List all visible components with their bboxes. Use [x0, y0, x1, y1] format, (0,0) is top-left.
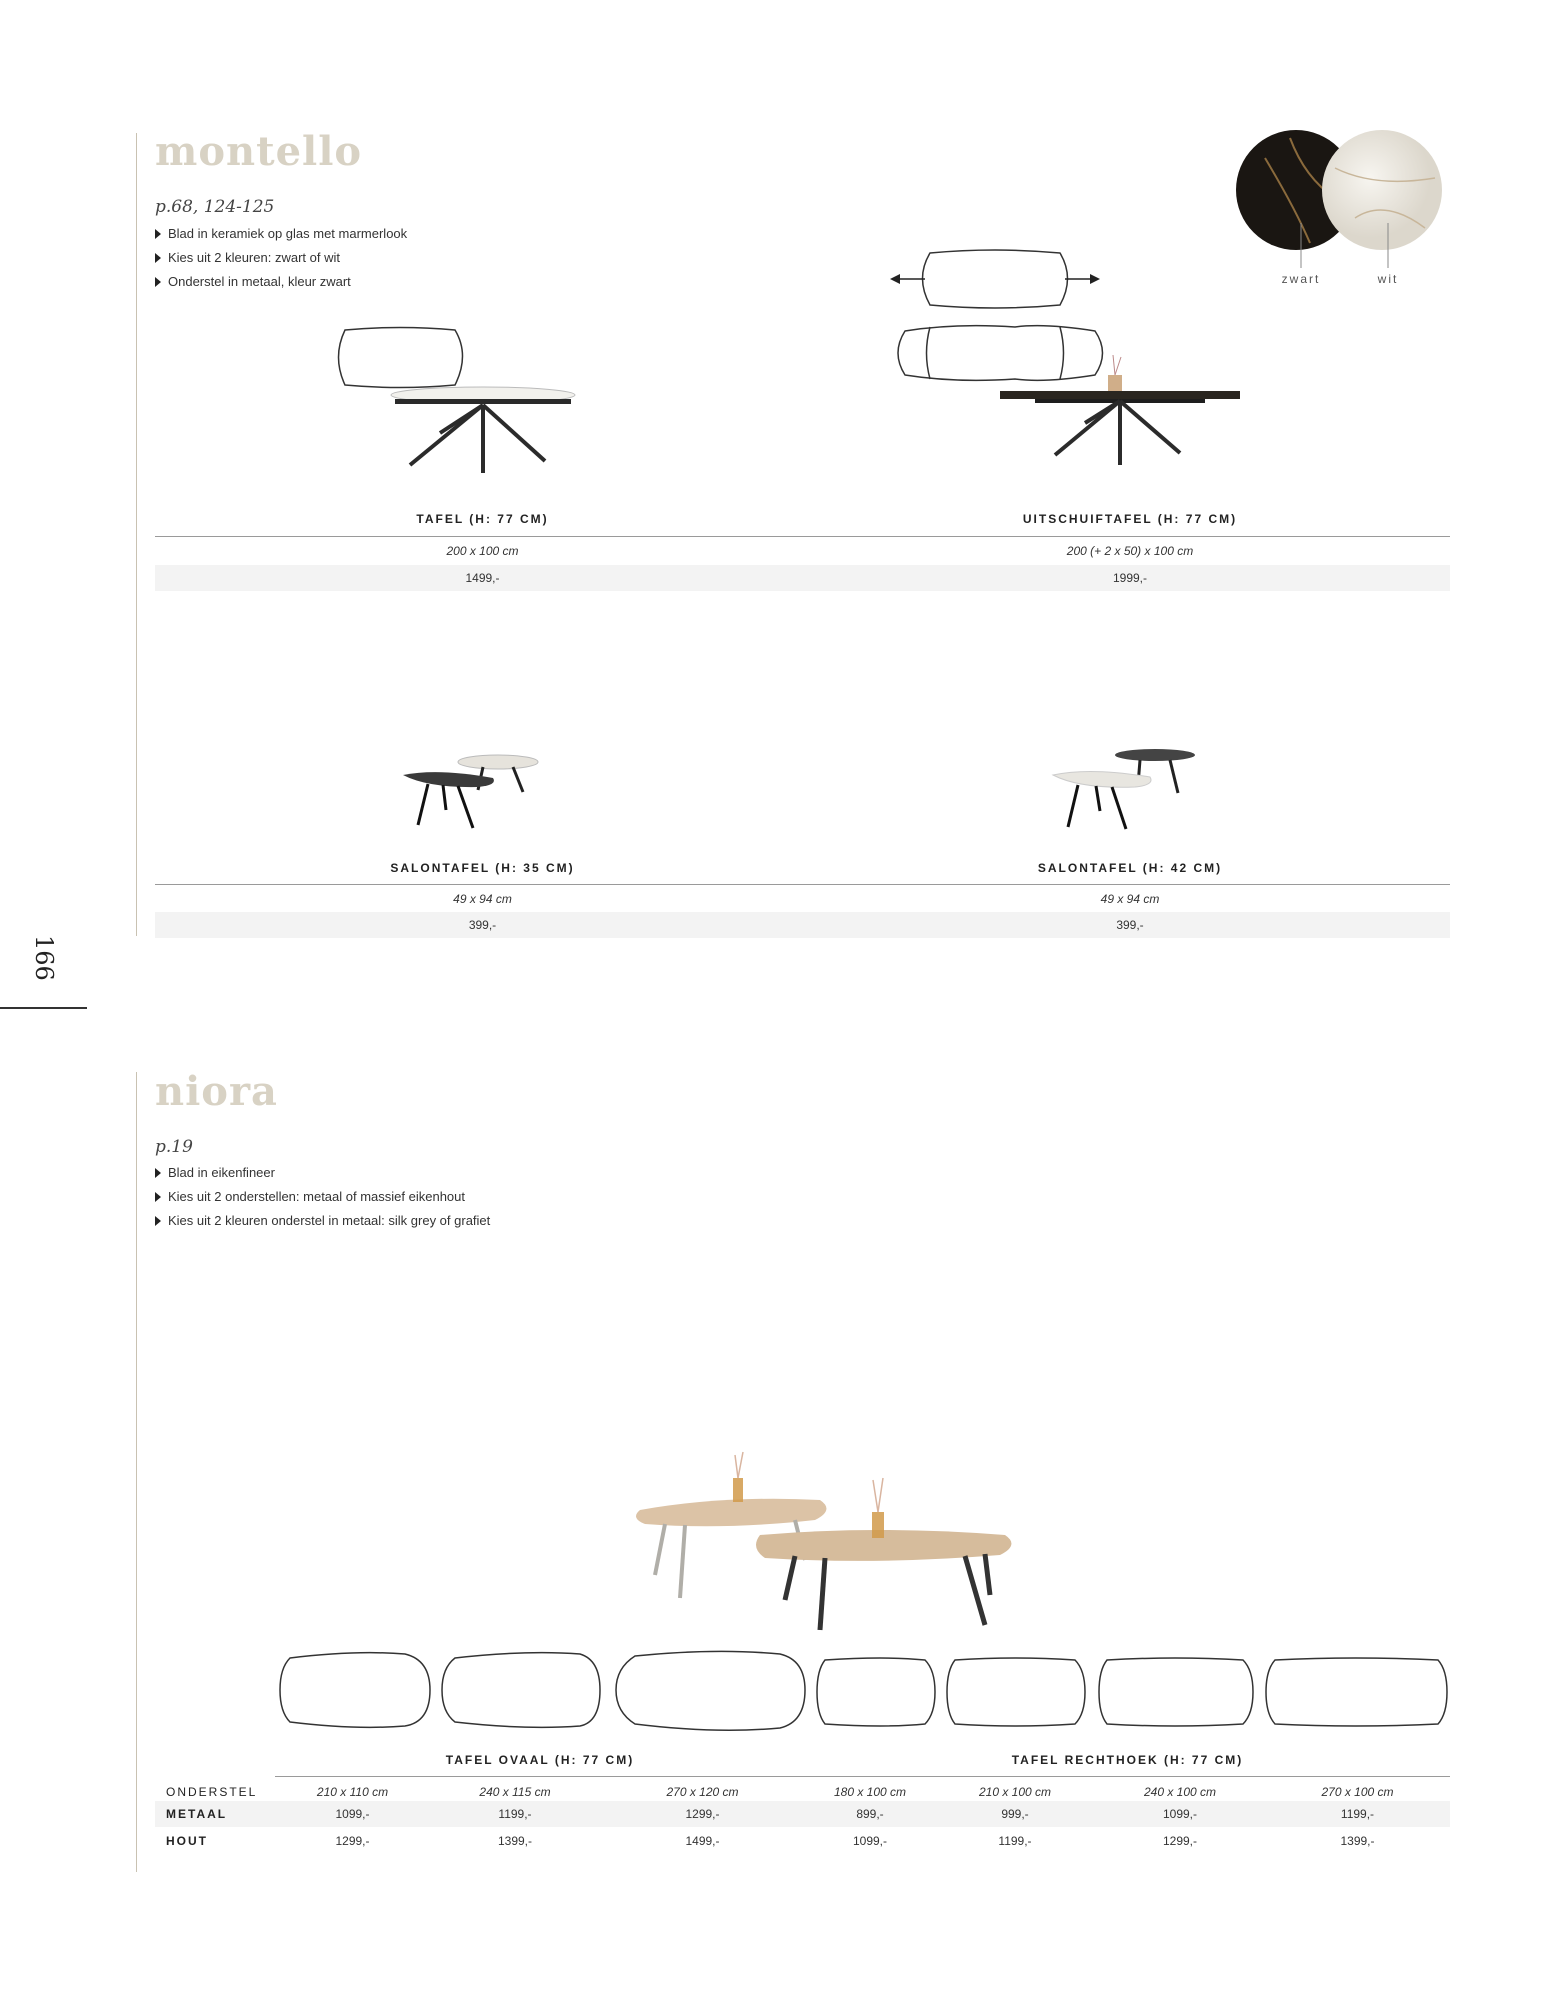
metal-price-cell: 899,- — [856, 1807, 884, 1821]
salontafel-42-size: 49 x 94 cm — [1100, 892, 1160, 906]
niora-tables-illustration — [635, 1450, 1025, 1635]
size-cell: 270 x 100 cm — [1321, 1785, 1394, 1799]
size-cell: 240 x 115 cm — [479, 1785, 551, 1799]
feature-item: Kies uit 2 onderstellen: metaal of massief eikenhout — [155, 1185, 490, 1209]
metal-price-cell: 1099,- — [335, 1807, 370, 1821]
row-label-onderstel: ONDERSTEL — [166, 1785, 258, 1799]
salontafel-35-heading: SALONTAFEL (H: 35 CM) — [390, 861, 575, 875]
bullet-icon — [155, 277, 161, 287]
feature-item: Kies uit 2 kleuren onderstel in metaal: silk grey of grafiet — [155, 1209, 490, 1233]
metal-price-cell: 1299,- — [685, 1807, 720, 1821]
uitschuiftafel-price: 1999,- — [1112, 571, 1148, 585]
feature-item: Blad in keramiek op glas met marmerlook — [155, 222, 407, 246]
salontafel-42-heading: SALONTAFEL (H: 42 CM) — [1037, 861, 1223, 875]
tafel-rechthoek-heading: TAFEL RECHTHOEK (H: 77 CM) — [1011, 1753, 1244, 1767]
niora-shape-outlines — [275, 1650, 1460, 1740]
bullet-icon — [155, 1192, 161, 1202]
size-cell: 210 x 100 cm — [978, 1785, 1052, 1799]
row-label-hout: HOUT — [166, 1834, 208, 1848]
swatch-label-wit: wit — [1377, 272, 1399, 286]
niora-guide-line — [136, 1072, 137, 1872]
bullet-icon — [155, 1168, 161, 1178]
niora-title: niora — [155, 1068, 278, 1115]
tafel-illustration — [335, 325, 595, 485]
metal-price-cell: 1099,- — [1162, 1807, 1198, 1821]
size-cell: 180 x 100 cm — [833, 1785, 907, 1799]
metal-price-cell: 1199,- — [498, 1807, 532, 1821]
niora-features — [155, 1161, 490, 1233]
page-number: 166 — [30, 935, 58, 981]
row-label-metaal: METAAL — [166, 1807, 228, 1821]
tafel-heading: TAFEL (H: 77 CM) — [416, 512, 549, 526]
montello-title: montello — [155, 128, 363, 175]
tafel-size: 200 x 100 cm — [446, 544, 519, 558]
montello-page-ref: p.68, 124-125 — [155, 197, 275, 217]
tafel-ovaal-heading: TAFEL OVAAL (H: 77 CM) — [445, 1753, 635, 1767]
size-cell: 210 x 110 cm — [316, 1785, 389, 1799]
montello-guide-line — [136, 133, 137, 936]
size-cell: 270 x 120 cm — [666, 1785, 739, 1799]
feature-item: Onderstel in metaal, kleur zwart — [155, 270, 407, 294]
size-cell: 240 x 100 cm — [1143, 1785, 1217, 1799]
wood-price-cell: 1099,- — [852, 1834, 888, 1848]
wood-price-cell: 1199,- — [998, 1834, 1032, 1848]
wood-price-cell: 1299,- — [1162, 1834, 1198, 1848]
salontafel-35-size: 49 x 94 cm — [453, 892, 512, 906]
metal-price-cell: 1199,- — [1340, 1807, 1375, 1821]
tafel-price: 1499,- — [465, 571, 500, 585]
salontafel-42-illustration — [1050, 745, 1200, 835]
niora-page-ref: p.19 — [155, 1137, 193, 1157]
wood-price-cell: 1399,- — [1340, 1834, 1375, 1848]
feature-item: Kies uit 2 kleuren: zwart of wit — [155, 246, 407, 270]
bullet-icon — [155, 1216, 161, 1226]
coffee-table-rule — [155, 884, 1450, 885]
salontafel-42-price: 399,- — [1116, 918, 1144, 932]
salontafel-35-illustration — [398, 750, 548, 835]
uitschuiftafel-heading: UITSCHUIFTAFEL (H: 77 CM) — [1022, 512, 1238, 526]
uitschuiftafel-size: 200 (+ 2 x 50) x 100 cm — [1066, 544, 1194, 558]
wood-price-cell: 1499,- — [685, 1834, 720, 1848]
salontafel-35-price: 399,- — [468, 918, 497, 932]
wood-price-cell: 1299,- — [335, 1834, 370, 1848]
feature-item: Blad in eikenfineer — [155, 1161, 490, 1185]
color-swatches — [1235, 128, 1455, 258]
page-number-rule — [0, 1007, 87, 1009]
wood-price-cell: 1399,- — [497, 1834, 533, 1848]
montello-features — [155, 222, 407, 294]
niora-table-rule — [275, 1776, 1450, 1777]
swatch-wit — [1322, 130, 1442, 250]
bullet-icon — [155, 229, 161, 239]
swatch-label-zwart: zwart — [1281, 272, 1321, 286]
dining-table-rule — [155, 536, 1450, 537]
uitschuiftafel-illustration — [895, 243, 1245, 483]
metal-price-cell: 999,- — [1001, 1807, 1029, 1821]
bullet-icon — [155, 253, 161, 263]
